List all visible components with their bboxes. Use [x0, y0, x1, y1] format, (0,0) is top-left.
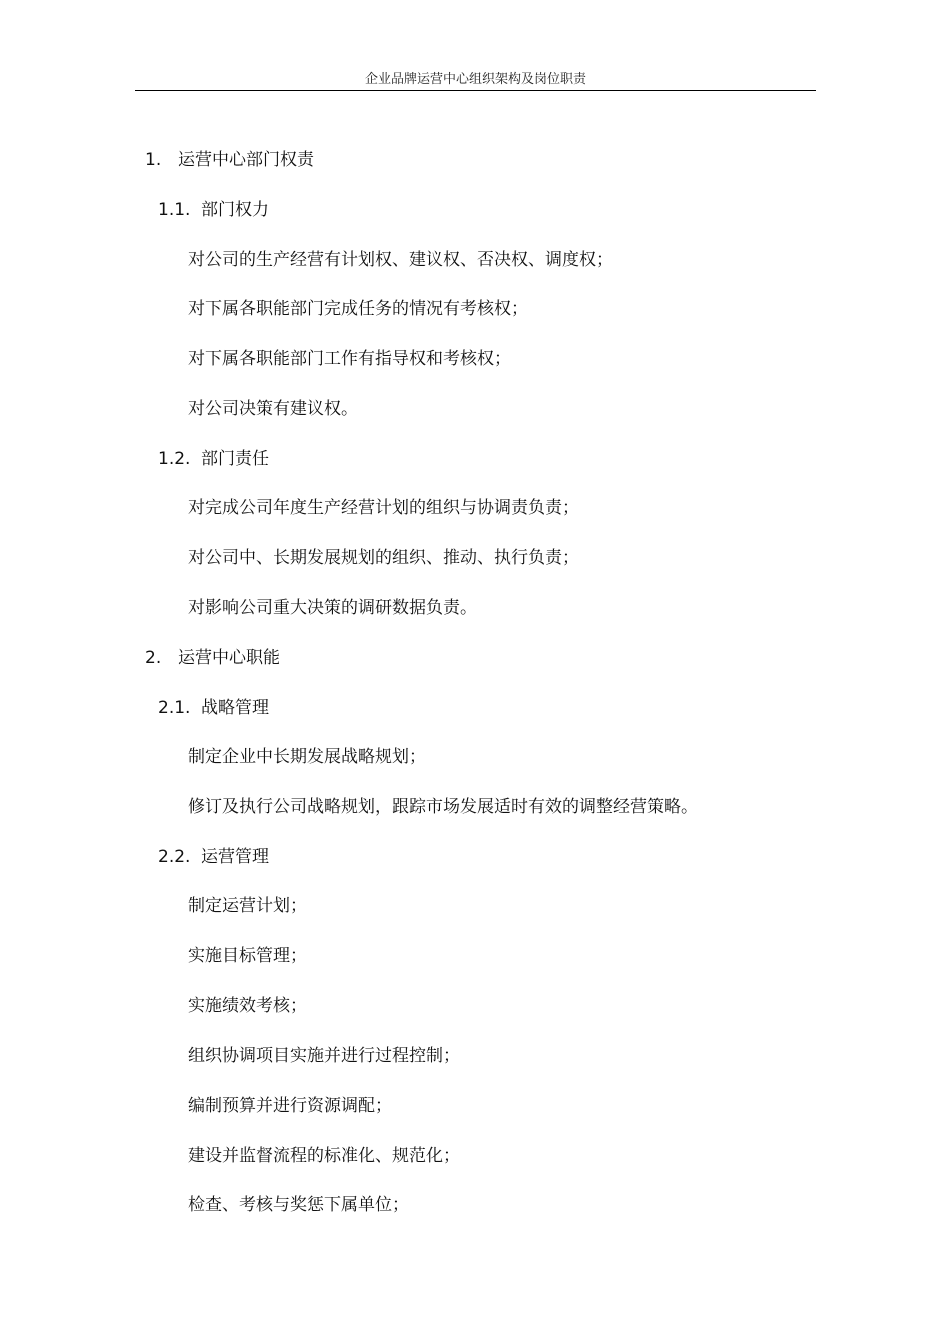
subsection-heading	[158, 846, 269, 868]
page-header	[135, 72, 816, 91]
page-header-title: 企业品牌运营中心组织架构及岗位职责	[364, 72, 586, 87]
list-item: 实施目标管理；	[188, 946, 307, 966]
list-item: 对公司中、长期发展规划的组织、推动、执行负责；	[188, 548, 579, 568]
list-item: 组织协调项目实施并进行过程控制；	[188, 1046, 460, 1066]
subsection-number: 1.1.	[158, 200, 191, 220]
subsection-title: 部门权力	[201, 200, 269, 220]
subsection-heading	[158, 697, 269, 719]
list-item: 制定运营计划；	[188, 896, 307, 916]
section-number: 1.	[145, 150, 162, 170]
subsection-heading	[158, 199, 269, 221]
subsection-number: 1.2.	[158, 449, 191, 469]
subsection-title: 战略管理	[201, 698, 269, 718]
list-item: 对下属各职能部门工作有指导权和考核权；	[188, 349, 511, 369]
list-item: 对完成公司年度生产经营计划的组织与协调责负责；	[188, 498, 579, 518]
list-item: 制定企业中长期发展战略规划；	[188, 747, 426, 767]
list-item: 检查、考核与奖惩下属单位；	[188, 1195, 409, 1215]
subsection-title: 运营管理	[201, 847, 269, 867]
list-item: 建设并监督流程的标准化、规范化；	[188, 1146, 460, 1166]
list-item: 对下属各职能部门完成任务的情况有考核权；	[188, 299, 528, 319]
list-item: 编制预算并进行资源调配；	[188, 1096, 392, 1116]
subsection-number: 2.2.	[158, 847, 191, 867]
list-item: 对公司的生产经营有计划权、建议权、否决权、调度权；	[188, 250, 613, 270]
section-title: 运营中心职能	[178, 648, 280, 668]
section-title: 运营中心部门权责	[178, 150, 314, 170]
list-item: 对公司决策有建议权。	[188, 399, 358, 419]
section-heading	[145, 149, 314, 171]
list-item: 修订及执行公司战略规划，跟踪市场发展适时有效的调整经营策略。	[188, 797, 698, 817]
subsection-heading	[158, 448, 269, 470]
subsection-title: 部门责任	[201, 449, 269, 469]
section-heading	[145, 647, 280, 669]
list-item: 对影响公司重大决策的调研数据负责。	[188, 598, 477, 618]
section-number: 2.	[145, 648, 162, 668]
subsection-number: 2.1.	[158, 698, 191, 718]
list-item: 实施绩效考核；	[188, 996, 307, 1016]
